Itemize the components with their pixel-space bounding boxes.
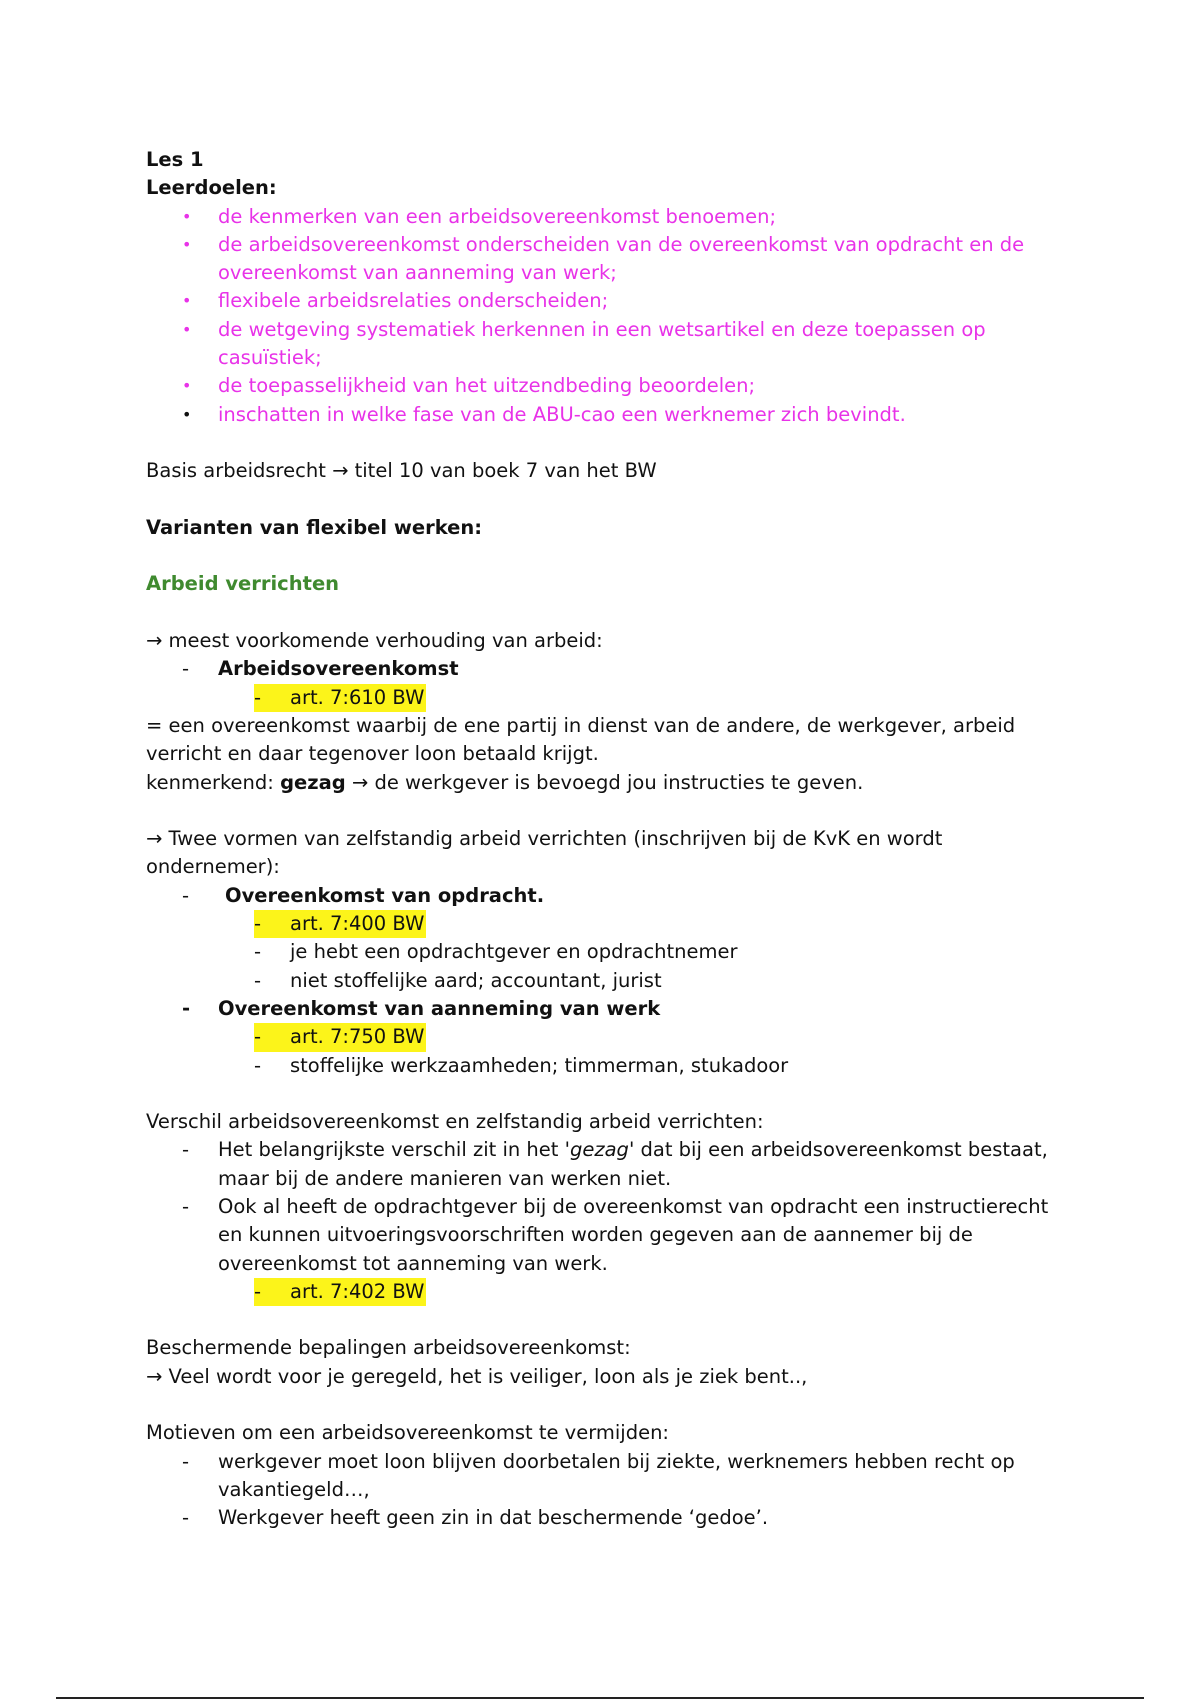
leerdoel-text: de arbeidsovereenkomst onderscheiden van de overeenkomst van opdracht en de overeenkomst van aanneming van werk; — [218, 232, 1025, 285]
bullet-icon: • — [182, 291, 192, 311]
arbeidsovereenkomst-intro: → meest voorkomende verhouding van arbeid: — [146, 629, 603, 653]
kenmerkend-suffix: → de werkgever is bevoegd jou instructies te geven. — [345, 770, 864, 794]
leerdoelen-heading: Leerdoelen: — [146, 176, 277, 200]
dash-bullet: - — [182, 1194, 190, 1218]
verschil-item-1 — [146, 1136, 1066, 1193]
list-item — [146, 882, 1066, 910]
dash-bullet: - — [254, 1025, 262, 1049]
article-text: art. 7:610 BW — [290, 685, 425, 709]
dash-bullet: - — [182, 996, 191, 1020]
bullet-icon: • — [182, 404, 192, 424]
dash-bullet: - — [254, 685, 262, 709]
motief-text: werkgever moet loon blijven doorbetalen bij ziekte, werknemers hebben recht op vakantiegeld…, — [218, 1449, 1015, 1501]
article-text: art. 7:402 BW — [290, 1279, 425, 1303]
dash-bullet: - — [254, 1053, 262, 1077]
basis-line: Basis arbeidsrecht → titel 10 van boek 7 van het BW — [146, 459, 657, 483]
spacer — [146, 429, 1066, 457]
varianten-heading: Varianten van flexibel werken: — [146, 515, 483, 539]
article-reference — [146, 1278, 1066, 1306]
zelfstandig-intro: → Twee vormen van zelfstandig arbeid verrichten (inschrijven bij de KvK en wordt ondernemer): — [146, 827, 949, 879]
list-item — [146, 1448, 1066, 1505]
spacer — [146, 1391, 1066, 1419]
dash-bullet: - — [254, 968, 262, 992]
dash-bullet: - — [182, 1449, 190, 1473]
dash-bullet: - — [254, 1279, 262, 1303]
list-item — [146, 1136, 1066, 1193]
highlight — [254, 684, 426, 712]
leerdoel-text: de toepasselijkheid van het uitzendbeding beoordelen; — [218, 374, 756, 398]
list-item — [146, 372, 1066, 400]
verschil-item-1-italic: 'gezag' — [564, 1138, 635, 1162]
point-text: je hebt een opdrachtgever en opdrachtnemer — [290, 940, 738, 964]
list-item — [146, 231, 1066, 288]
verschil-item-2: Ook al heeft de opdrachtgever bij de overeenkomst van opdracht een instructierecht en kunnen uitvoeringsvoorschriften worden gegeven aan de aannemer bij de overeenkomst tot aanneming van werk. — [218, 1194, 1049, 1275]
article-reference — [146, 684, 1066, 712]
arbeid-verrichten-heading: Arbeid verrichten — [146, 572, 340, 596]
motieven-heading: Motieven om een arbeidsovereenkomst te vermijden: — [146, 1421, 670, 1445]
verschil-item-1-pre: Het belangrijkste verschil zit in het — [218, 1138, 565, 1162]
leerdoel-text: inschatten in welke fase van de ABU-cao een werknemer zich bevindt. — [218, 402, 906, 426]
spacer — [146, 542, 1066, 570]
bullet-icon: • — [182, 319, 192, 339]
list-item — [146, 1504, 1066, 1532]
aanneming-label: Overeenkomst van aanneming van werk — [218, 996, 661, 1020]
definition-text: = een overeenkomst waarbij de ene partij in dienst van de andere, de werkgever, arbeid verricht en daar tegenover loon betaald krijgt. — [146, 713, 1022, 766]
article-text: art. 7:750 BW — [290, 1025, 425, 1049]
point-text: niet stoffelijke aard; accountant, jurist — [290, 968, 662, 992]
kenmerkend-prefix: kenmerkend: — [146, 770, 281, 794]
article-text: art. 7:400 BW — [290, 912, 425, 936]
bullet-icon: • — [182, 234, 192, 254]
dash-bullet: - — [254, 912, 262, 936]
kenmerkend-bold: gezag — [280, 770, 346, 794]
dash-bullet: - — [182, 1506, 190, 1530]
list-item — [146, 995, 1066, 1023]
highlight — [254, 910, 426, 938]
beschermende-text: → Veel wordt voor je geregeld, het is veiliger, loon als je ziek bent.., — [146, 1364, 808, 1388]
list-item — [146, 203, 1066, 231]
list-item — [146, 316, 1066, 373]
spacer — [146, 1306, 1066, 1334]
point-text: stoffelijke werkzaamheden; timmerman, stukadoor — [290, 1053, 789, 1077]
page-title: Les 1 — [146, 148, 204, 171]
list-item — [146, 1052, 1066, 1080]
arbeidsovereenkomst-label: Arbeidsovereenkomst — [218, 657, 459, 681]
verschil-item-1-post: dat bij een arbeidsovereenkomst bestaat, maar bij de andere manieren van werken niet. — [218, 1138, 1048, 1190]
highlight — [254, 1278, 426, 1306]
list-item — [146, 287, 1066, 315]
spacer — [146, 797, 1066, 825]
motief-text: Werkgever heeft geen zin in dat beschermende ‘gedoe’. — [218, 1506, 769, 1530]
list-item — [146, 1193, 1066, 1278]
opdracht-label: Overeenkomst van opdracht. — [225, 883, 545, 907]
highlight — [254, 1023, 426, 1051]
spacer — [146, 486, 1066, 514]
leerdoelen-list — [146, 203, 1066, 429]
dash-bullet: - — [182, 1138, 190, 1162]
article-reference — [146, 910, 1066, 938]
list-item — [146, 938, 1066, 966]
bullet-icon: • — [182, 206, 192, 226]
spacer — [146, 1080, 1066, 1108]
leerdoel-text: de wetgeving systematiek herkennen in een wetsartikel en deze toepassen op casuïstiek; — [218, 317, 986, 370]
leerdoel-text: flexibele arbeidsrelaties onderscheiden; — [218, 289, 609, 313]
list-item — [146, 401, 1066, 429]
article-reference — [146, 1023, 1066, 1051]
beschermende-heading: Beschermende bepalingen arbeidsovereenkomst: — [146, 1336, 631, 1360]
page-bottom-divider — [56, 1697, 1144, 1699]
spacer — [146, 599, 1066, 627]
document-page — [146, 146, 1066, 1533]
leerdoel-text: de kenmerken van een arbeidsovereenkomst benoemen; — [218, 204, 777, 228]
list-item — [146, 655, 1066, 683]
dash-bullet: - — [182, 657, 190, 681]
kenmerkend-line — [146, 769, 1066, 797]
dash-bullet: - — [254, 940, 262, 964]
dash-bullet: - — [182, 883, 190, 907]
verschil-heading: Verschil arbeidsovereenkomst en zelfstandig arbeid verrichten: — [146, 1110, 764, 1134]
bullet-icon: • — [182, 376, 192, 396]
list-item — [146, 967, 1066, 995]
